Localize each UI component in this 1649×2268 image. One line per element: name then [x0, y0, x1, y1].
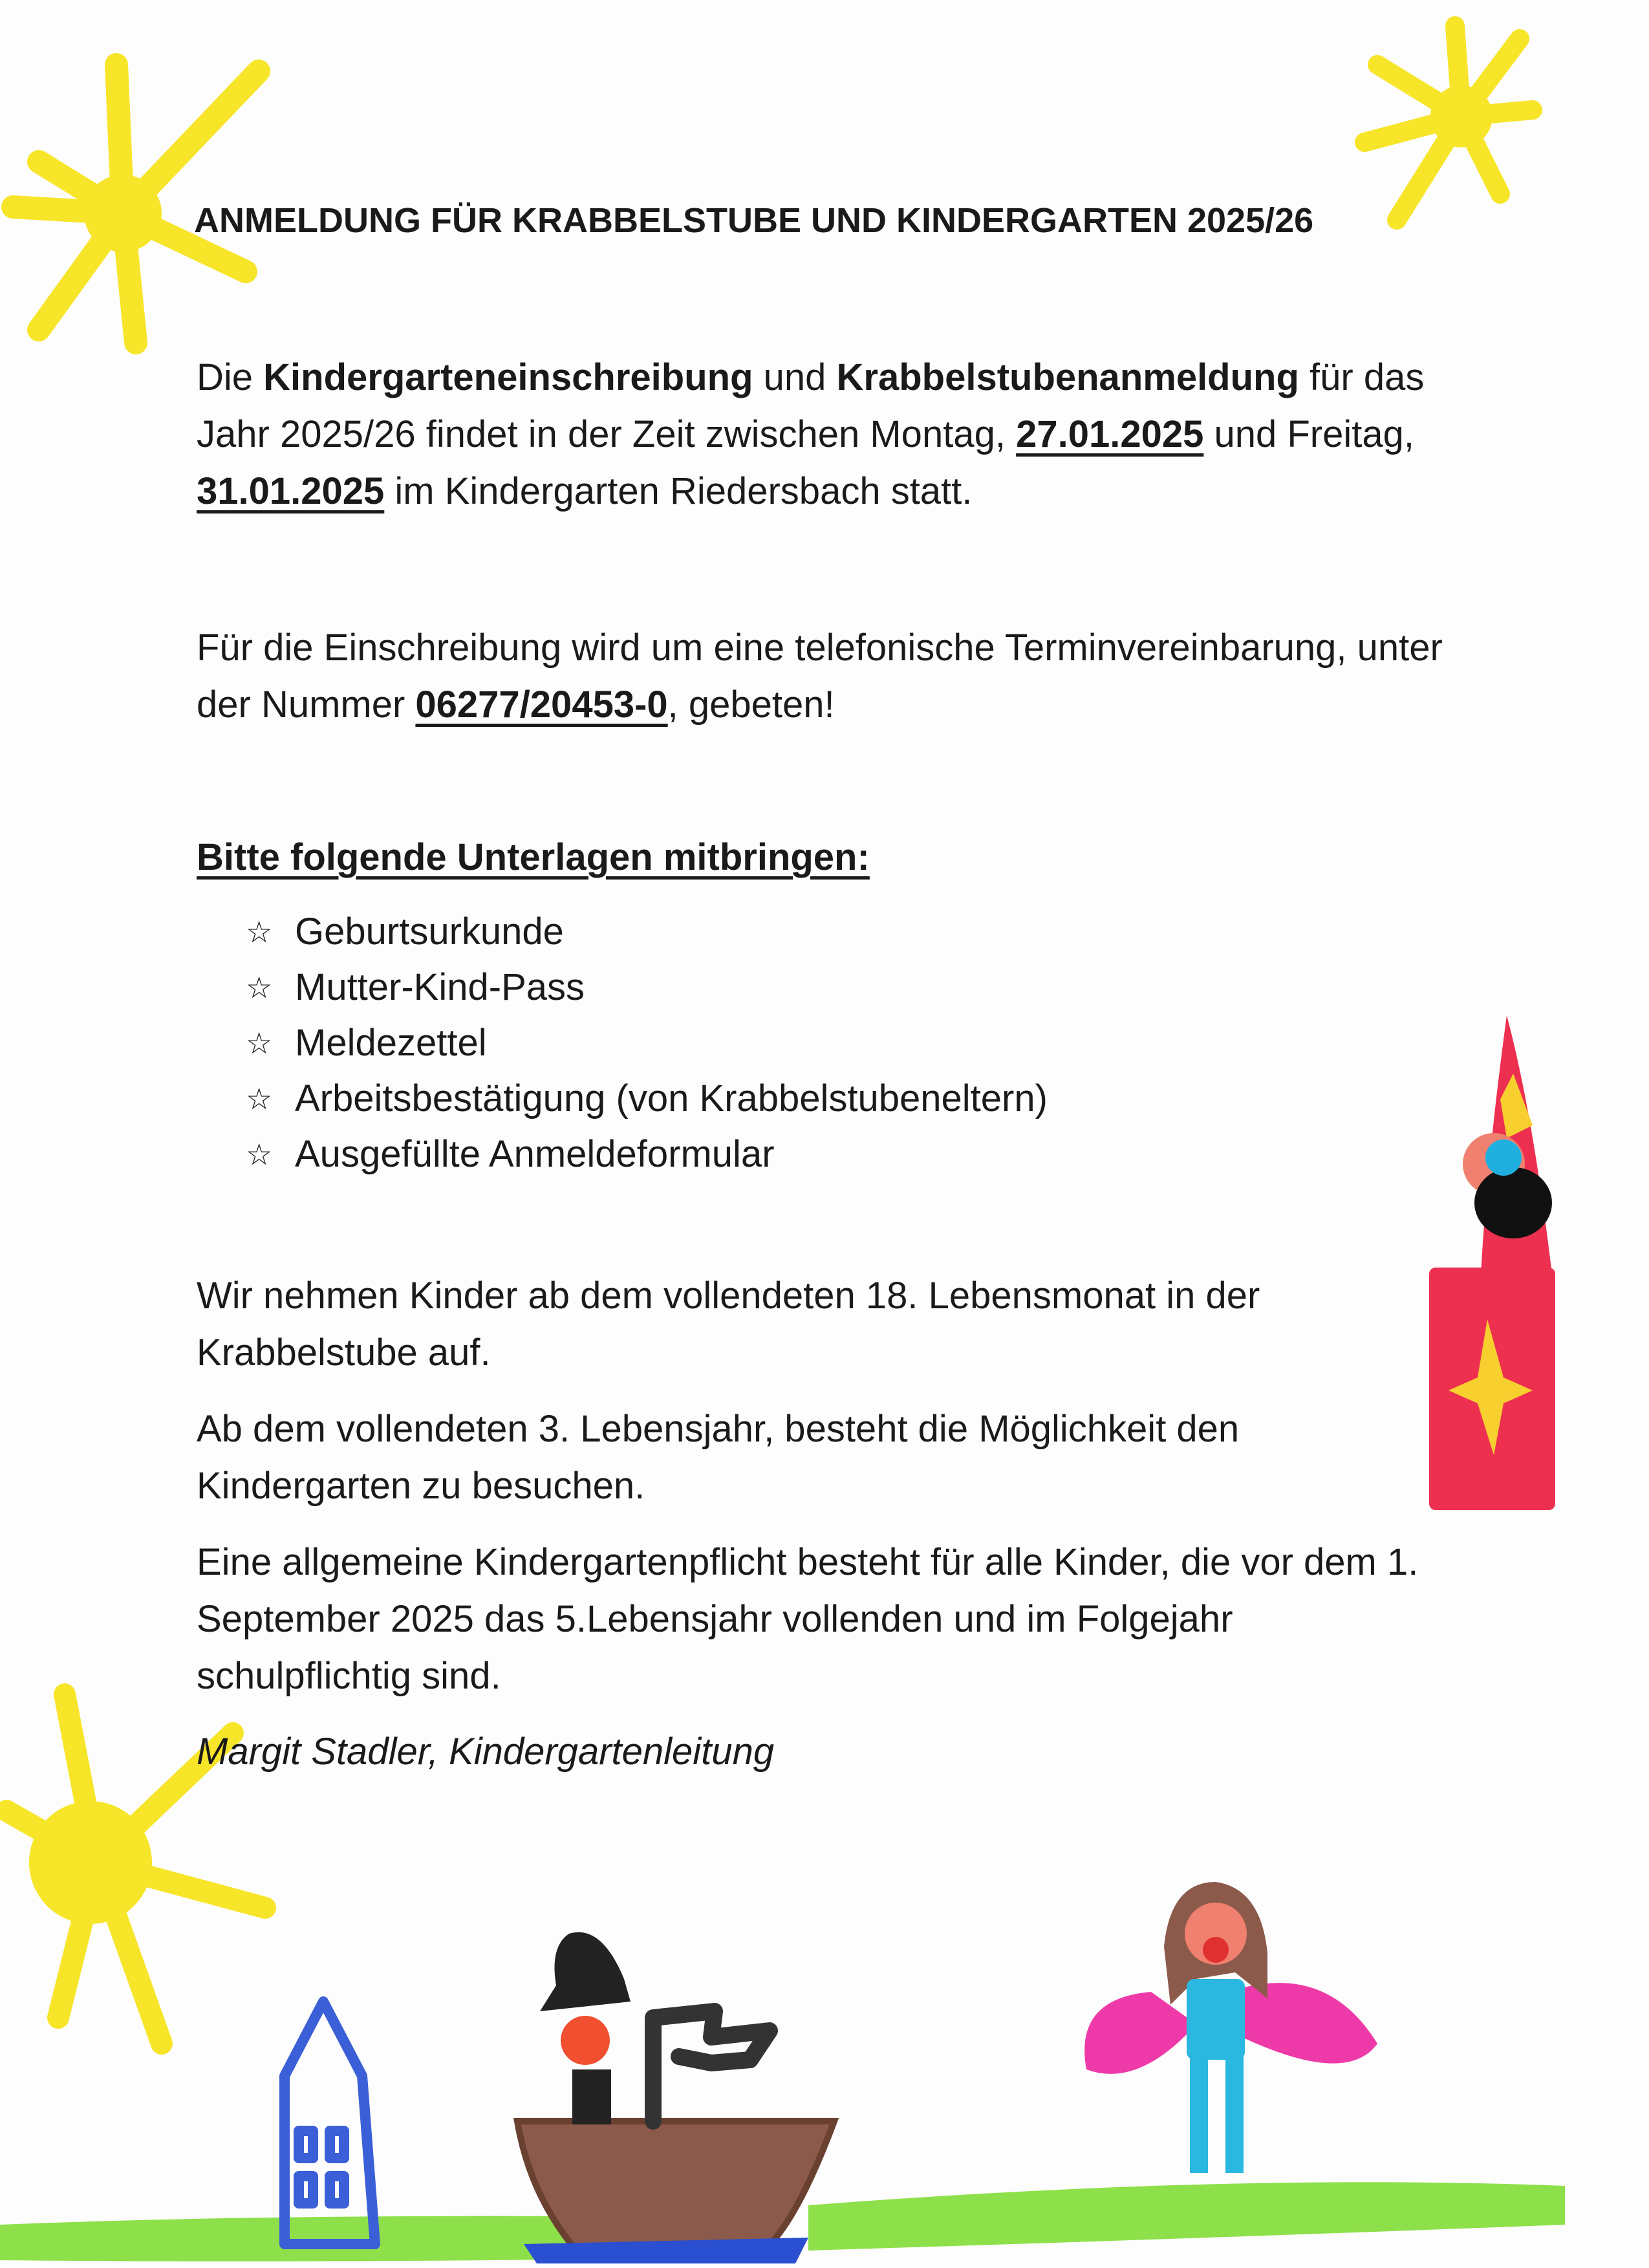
sun-top-right-drawing: [1364, 26, 1533, 220]
star-outline-icon: ☆: [246, 1026, 273, 1060]
compulsory-kindergarten-paragraph: Eine allgemeine Kindergartenpflicht besteht für alle Kinder, die vor dem 1. September 2025 das 5.Lebensjahr vollenden und im Folgejahr schulpflichtig sind.: [197, 1541, 1419, 1697]
document-item-label: Meldezettel: [295, 1022, 487, 1064]
list-item: [246, 1015, 1048, 1071]
pirate-boat-drawing: [517, 1932, 834, 2263]
list-item: [246, 960, 1048, 1015]
intro-text: und Freitag,: [1203, 413, 1414, 455]
crawling-group-age-paragraph: Wir nehmen Kinder ab dem vollendeten 18. Lebensmonat in der Krabbelstube auf.: [197, 1275, 1260, 1374]
intro-text: Die: [197, 356, 264, 398]
phone-number: 06277/20453-0: [415, 684, 668, 726]
documents-heading: Bitte folgende Unterlagen mitbringen:: [197, 836, 870, 878]
intro-text: im Kindergarten Riedersbach statt.: [384, 470, 973, 512]
document-item-label: Mutter-Kind-Pass: [295, 966, 585, 1008]
star-outline-icon: ☆: [246, 1082, 273, 1116]
kindergarten-registration-term: Kindergarteneinschreibung: [263, 356, 753, 398]
document-item-label: Geburtsurkunde: [295, 911, 564, 953]
page-title: ANMELDUNG FÜR KRABBELSTUBE UND KINDERGARTEN 2025/26: [194, 201, 1314, 240]
star-outline-icon: ☆: [246, 915, 273, 949]
phone-text: , gebeten!: [667, 684, 835, 726]
star-outline-icon: ☆: [246, 971, 273, 1004]
intro-text: für das Jahr 2025/26 findet in der Zeit zwischen Montag,: [197, 356, 1425, 455]
intro-text: und: [753, 356, 837, 398]
list-item: [246, 904, 1048, 960]
girl-with-wings-drawing: [1084, 1882, 1377, 2173]
intro-paragraph: [197, 349, 1458, 520]
documents-list: [246, 904, 1048, 1182]
list-item: [246, 1071, 1048, 1127]
phone-paragraph: [197, 620, 1458, 733]
end-date: 31.01.2025: [197, 470, 385, 512]
signature: Margit Stadler, Kindergartenleitung: [197, 1731, 775, 1773]
phone-text: Für die Einschreibung wird um eine telefonische Terminvereinbarung, unter der Nummer: [197, 627, 1443, 726]
star-outline-icon: ☆: [246, 1138, 273, 1171]
start-date: 27.01.2025: [1016, 413, 1204, 455]
rocket-drawing: [1429, 1015, 1555, 1510]
document-item-label: Ausgefüllte Anmeldeformular: [295, 1133, 775, 1175]
document-item-label: Arbeitsbestätigung (von Krabbelstubeneltern): [295, 1077, 1048, 1119]
house-drawing: [285, 2002, 375, 2244]
kindergarten-age-paragraph: Ab dem vollendeten 3. Lebensjahr, besteht die Möglichkeit den Kindergarten zu besuchen.: [197, 1408, 1240, 1507]
crawling-group-registration-term: Krabbelstubenanmeldung: [836, 356, 1299, 398]
list-item: [246, 1127, 1048, 1182]
